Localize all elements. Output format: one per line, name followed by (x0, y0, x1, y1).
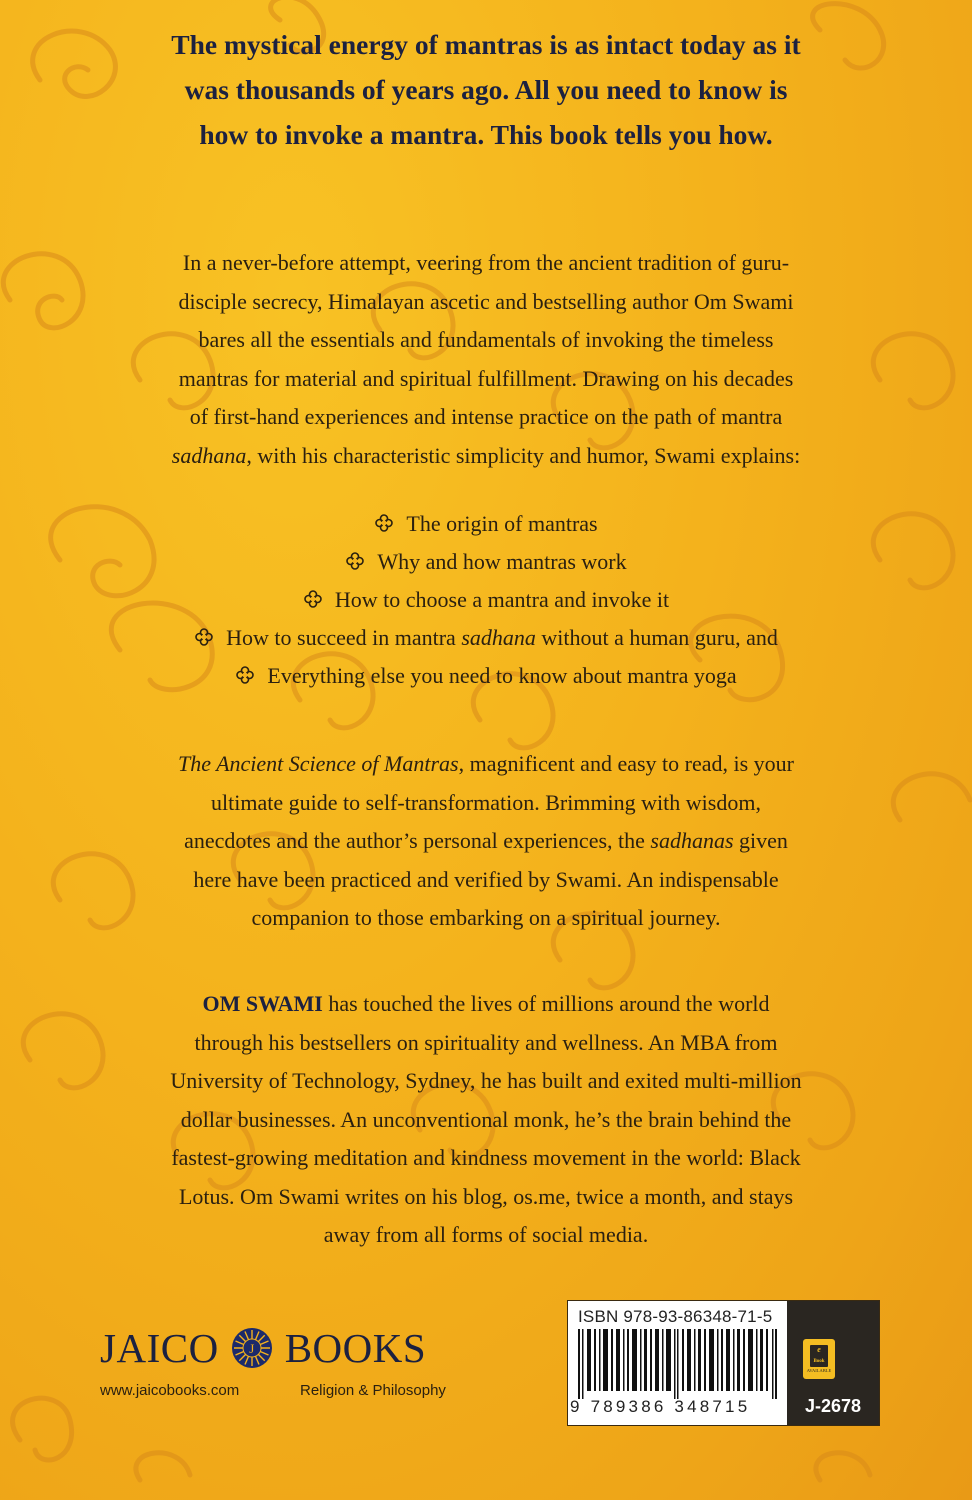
quatrefoil-icon (345, 551, 365, 571)
intro-line-rest: , with his characteristic simplicity and humor, Swami explains: (246, 442, 801, 468)
barcode-digits: 9 789386 348715 (570, 1397, 751, 1416)
intro-line: In a never-before attempt, veering from the ancient tradition of guru- (182, 250, 790, 275)
bullet-text: How to succeed in mantra (226, 625, 462, 650)
summary-line (40, 822, 932, 861)
catalog-code: J-2678 (804, 1396, 862, 1416)
headline-line: how to invoke a mantra. This book tells you how. (199, 119, 773, 150)
sadhana-italic: sadhana (461, 625, 536, 650)
publisher-name-right: BOOKS (284, 1325, 427, 1371)
quatrefoil-icon (194, 627, 214, 647)
headline-line: The mystical energy of mantras is as intact today as it (171, 29, 801, 60)
bullet-text: How to choose a mantra and invoke it (334, 587, 670, 612)
summary-text: anecdotes and the author’s personal experiences, the (184, 828, 651, 853)
intro-paragraph (40, 244, 932, 475)
jaico-wheel-icon (231, 1327, 273, 1369)
barcode-bars (578, 1329, 778, 1399)
quatrefoil-icon (374, 513, 394, 533)
publisher-logo (100, 1326, 446, 1370)
isbn-barcode-panel (567, 1300, 880, 1426)
headline (60, 22, 912, 157)
summary-line: companion to those embarking on a spiritual journey. (251, 905, 721, 930)
intro-line: mantras for material and spiritual fulfillment. Drawing on his decades (178, 365, 794, 391)
headline-line: was thousands of years ago. All you need to know is (184, 74, 788, 105)
summary-paragraph (40, 745, 932, 938)
list-item (0, 619, 972, 657)
ebook-badge-panel (787, 1301, 879, 1425)
publisher-name-left: JAICO (100, 1325, 219, 1371)
bullet-list (0, 505, 972, 695)
intro-line: disciple secrecy, Himalayan ascetic and bestselling author Om Swami (178, 288, 794, 314)
author-bio (40, 985, 932, 1255)
list-item (0, 657, 972, 695)
bio-line: Lotus. Om Swami writes on his blog, os.me, twice a month, and stays (178, 1183, 794, 1209)
bio-line: through his bestsellers on spirituality and wellness. An MBA from (194, 1029, 778, 1055)
book-category: Religion & Philosophy (300, 1382, 446, 1399)
isbn-label: ISBN 978-93-86348-71-5 (578, 1307, 773, 1326)
summary-text: given (733, 828, 788, 853)
summary-line-rest: , magnificent and easy to read, is your (458, 751, 795, 776)
list-item (0, 505, 972, 543)
book-title-italic: The Ancient Science of Mantras (177, 751, 459, 776)
publisher-block (100, 1326, 446, 1399)
list-item (0, 581, 972, 619)
ebook-letter: e (817, 1345, 821, 1354)
publisher-website[interactable]: www.jaicobooks.com (100, 1382, 240, 1399)
bullet-text: The origin of mantras (406, 511, 598, 536)
bio-line: University of Technology, Sydney, he has built and exited multi-million (170, 1068, 802, 1093)
quatrefoil-icon (235, 665, 255, 685)
list-item (0, 543, 972, 581)
bullet-text: Everything else you need to know about mantra yoga (267, 663, 737, 688)
sadhana-italic: sadhana (171, 442, 247, 468)
bullet-text: without a human guru, and (535, 625, 778, 650)
bio-line: dollar businesses. An unconventional monk, he’s the brain behind the (180, 1106, 792, 1132)
intro-line (40, 437, 932, 476)
quatrefoil-icon (303, 589, 323, 609)
intro-line: of first-hand experiences and intense practice on the path of mantra (189, 404, 783, 429)
svg-text:J: J (248, 1341, 255, 1356)
summary-line: here have been practiced and verified by Swami. An indispensable (193, 866, 779, 892)
bio-line (40, 985, 932, 1024)
sadhanas-italic: sadhanas (650, 828, 734, 853)
summary-line (40, 745, 932, 784)
ebook-status: AVAILABLE (806, 1368, 832, 1373)
barcode-area (568, 1301, 787, 1425)
bio-line: fastest-growing meditation and kindness movement in the world: Black (171, 1145, 801, 1170)
bullet-text: Why and how mantras work (377, 549, 627, 574)
bio-line-rest: has touched the lives of millions around the world (322, 991, 770, 1016)
summary-line: ultimate guide to self-transformation. Brimming with wisdom, (211, 789, 761, 815)
author-name: OM SWAMI (202, 991, 323, 1016)
ebook-available-icon (803, 1339, 835, 1379)
intro-line: bares all the essentials and fundamentals of invoking the timeless (198, 327, 774, 352)
ebook-word: Book (813, 1359, 825, 1364)
bio-line: away from all forms of social media. (323, 1222, 649, 1247)
